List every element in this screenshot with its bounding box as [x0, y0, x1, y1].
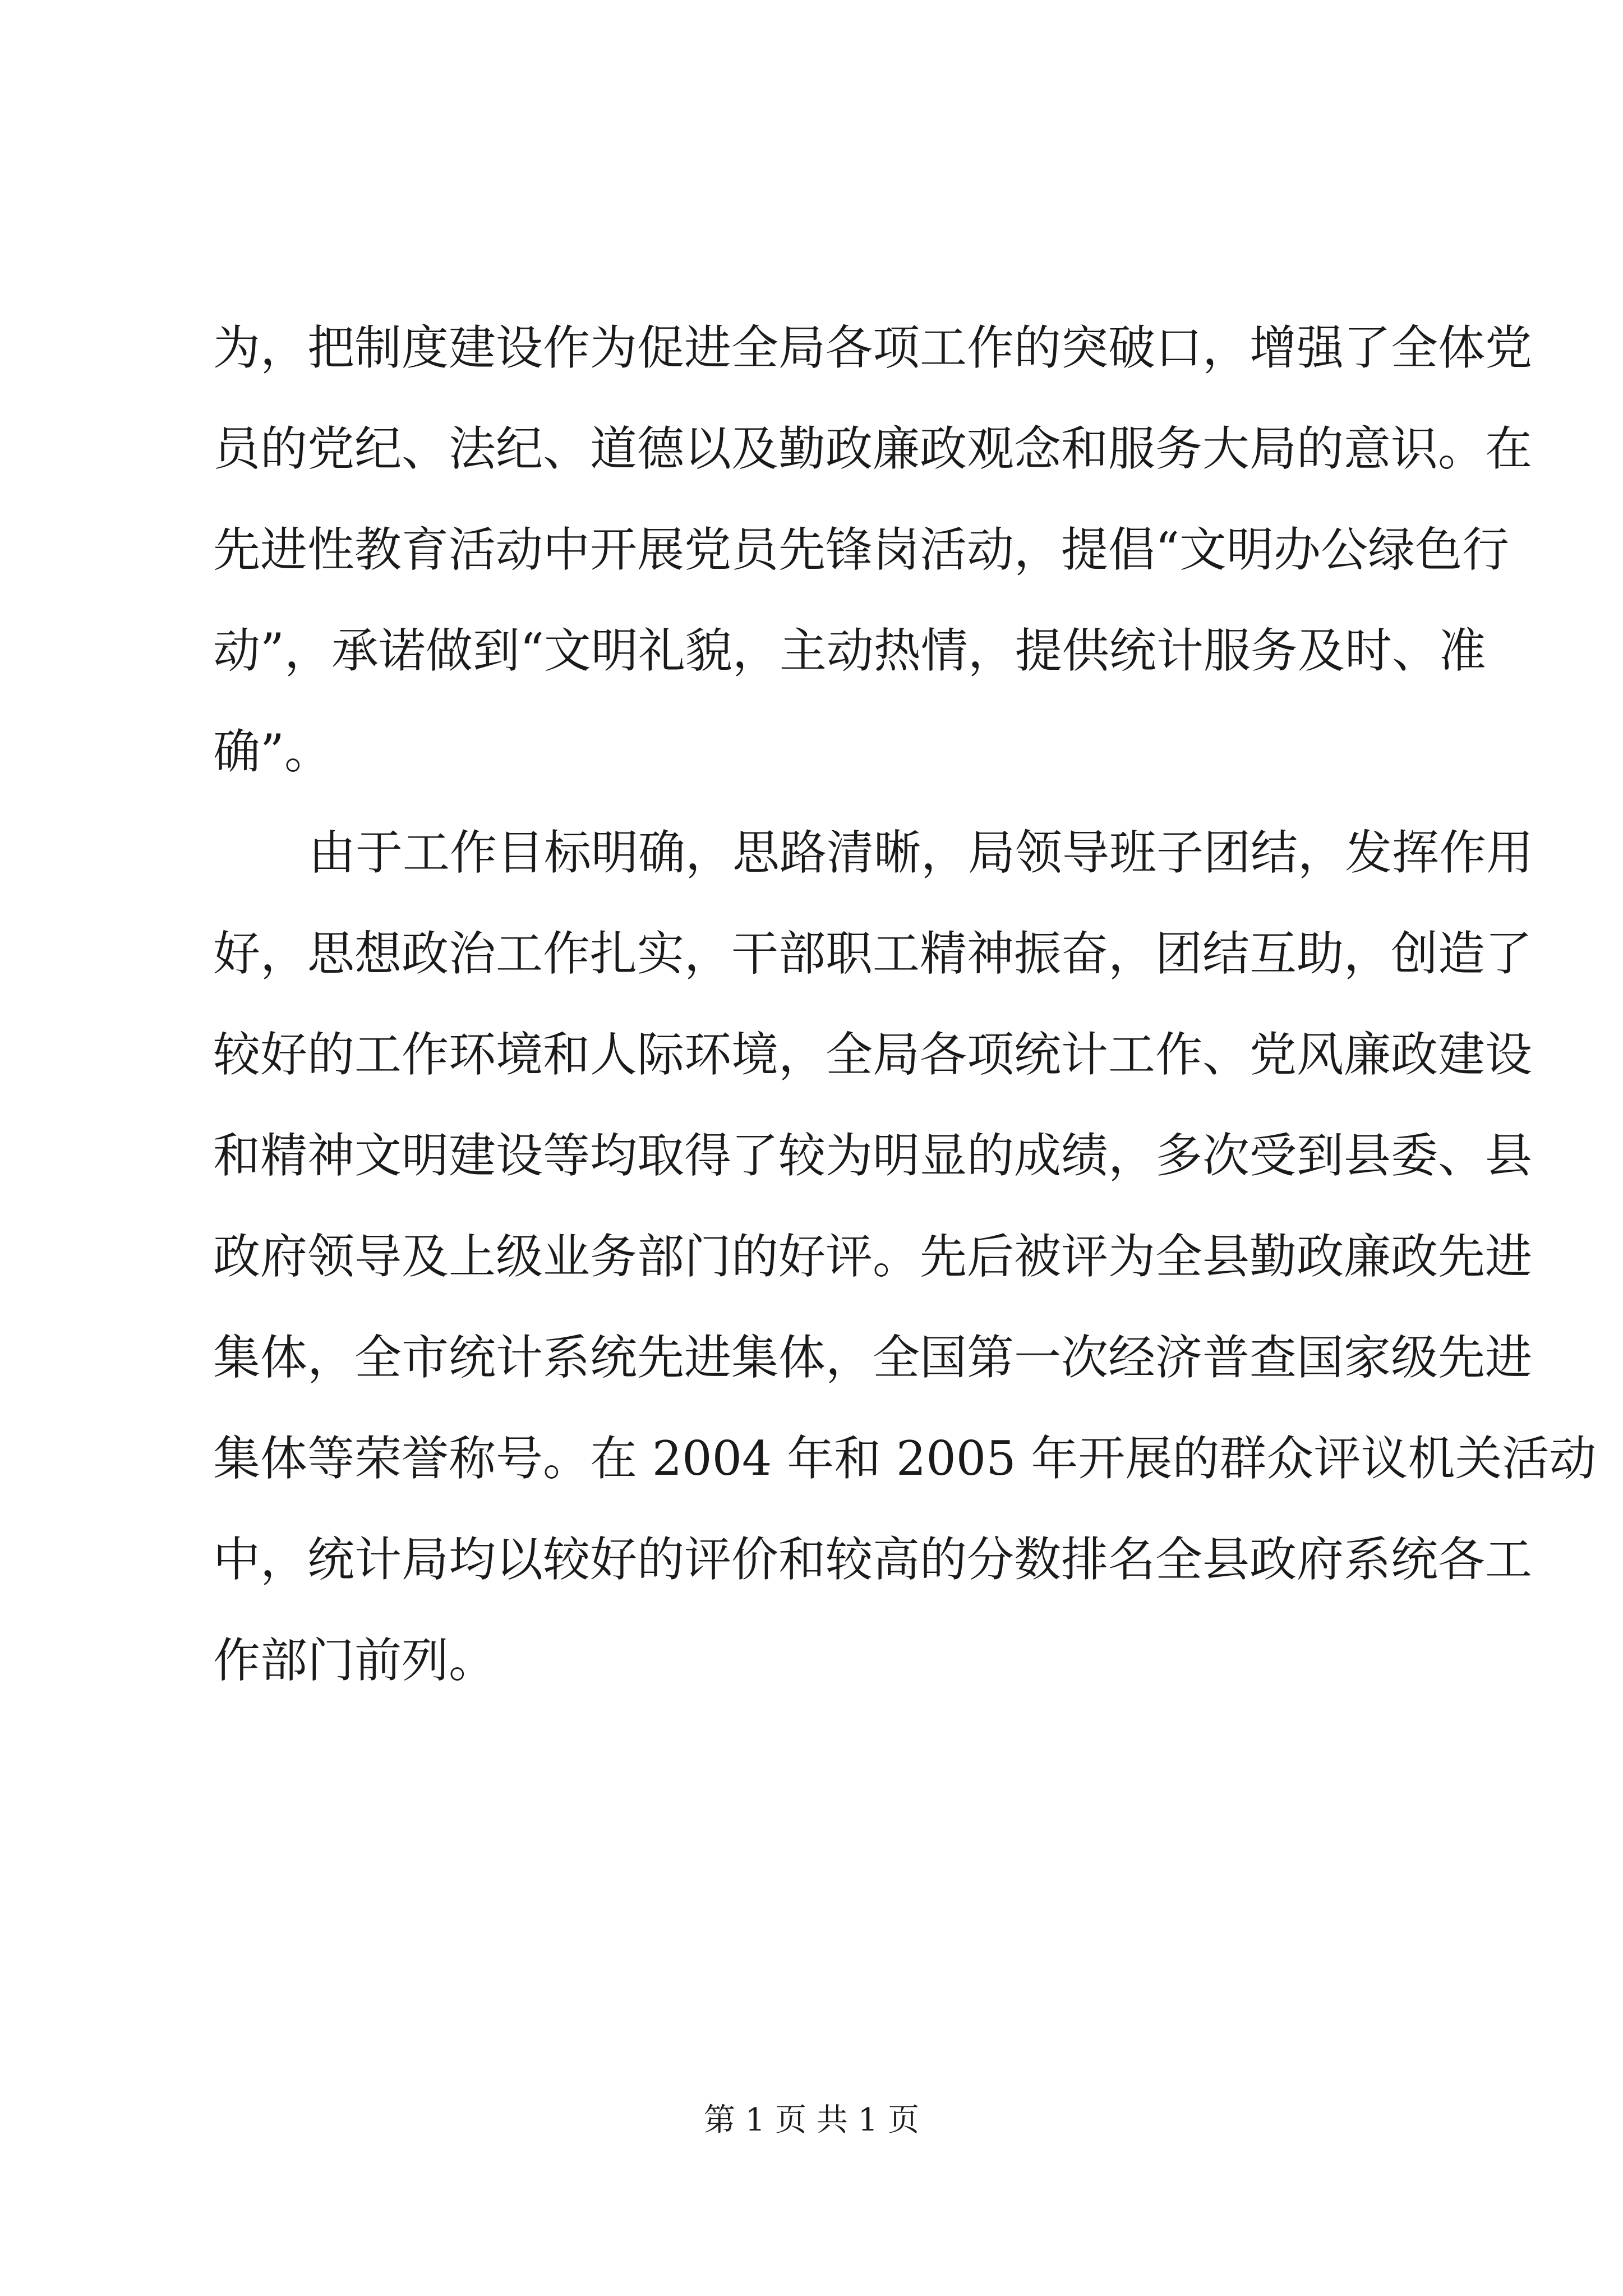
text-line: 确”。	[213, 724, 331, 779]
paragraph	[213, 297, 1533, 802]
text-line: 较好的工作环境和人际环境，全局各项统计工作、党风廉政建设	[213, 1027, 1533, 1082]
text-line: 好，思想政治工作扎实，干部职工精神振奋，团结互助，创造了	[213, 926, 1533, 981]
document-body	[213, 297, 1597, 1711]
text-line: 集体，全市统计系统先进集体，全国第一次经济普查国家级先进	[213, 1330, 1533, 1385]
text-line: 为，把制度建设作为促进全局各项工作的突破口，增强了全体党	[213, 320, 1533, 375]
text-line: 和精神文明建设等均取得了较为明显的成绩，多次受到县委、县	[213, 1128, 1533, 1183]
paragraph	[213, 802, 1597, 1711]
text-line: 先进性教育活动中开展党员先锋岗活动，提倡“文明办公绿色行	[213, 522, 1509, 577]
text-line: 动”，承诺做到“文明礼貌，主动热情，提供统计服务及时、准	[213, 623, 1486, 678]
text-line: 政府领导及上级业务部门的好评。先后被评为全县勤政廉政先进	[213, 1229, 1533, 1284]
text-line: 中，统计局均以较好的评价和较高的分数排名全县政府系统各工	[213, 1532, 1533, 1587]
text-line: 员的党纪、法纪、道德以及勤政廉政观念和服务大局的意识。在	[213, 421, 1533, 476]
text-line: 集体等荣誉称号。在 2004 年和 2005 年开展的群众评议机关活动	[213, 1431, 1597, 1486]
text-line: 由于工作目标明确，思路清晰，局领导班子团结，发挥作用	[308, 825, 1534, 880]
page-number: 第 1 页 共 1 页	[703, 2102, 920, 2138]
text-line: 作部门前列。	[213, 1633, 496, 1688]
